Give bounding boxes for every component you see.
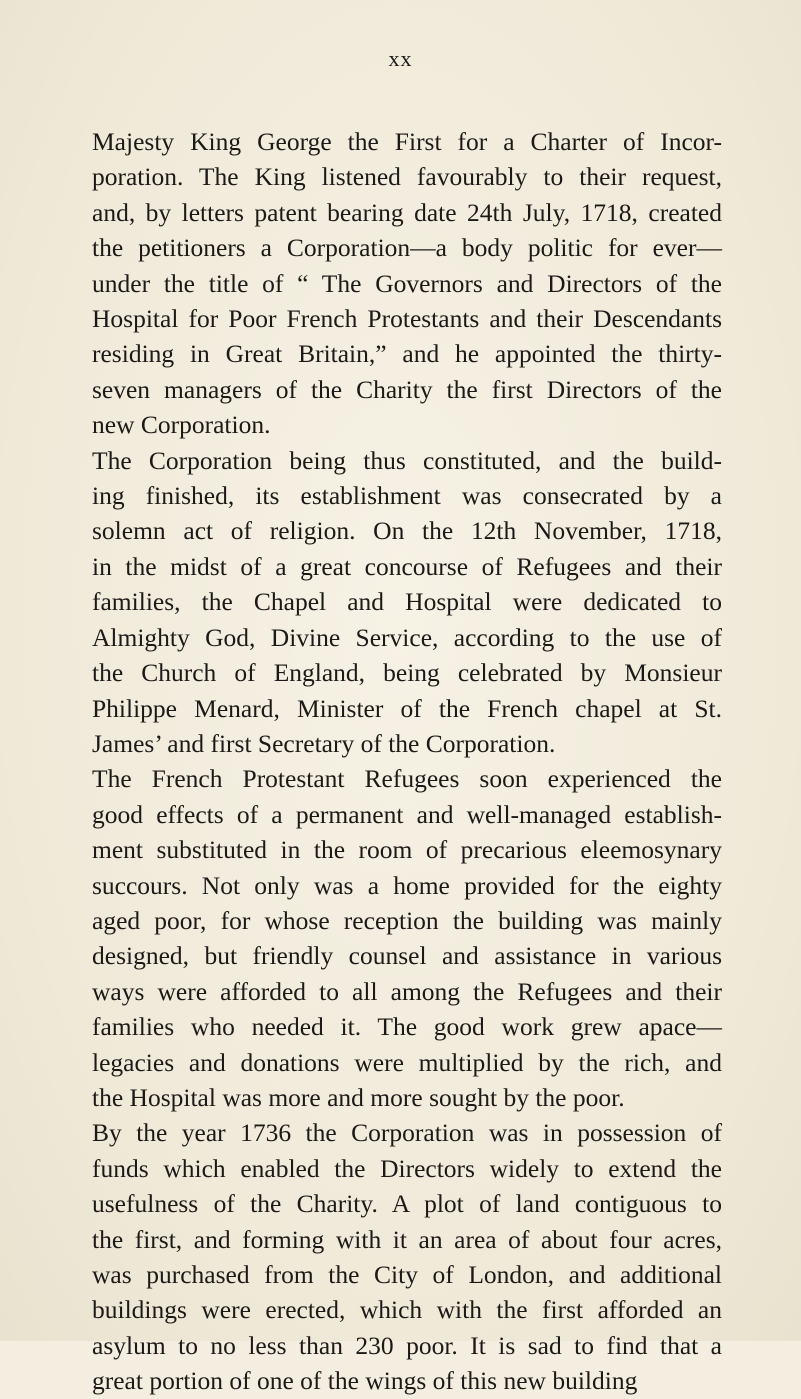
text-line: great portion of one of the wings of this new building <box>92 1366 638 1396</box>
text-line: families who needed it. The good work grew apace— <box>92 1012 722 1042</box>
text-line: usefulness of the Charity. A plot of land contiguous to <box>92 1189 722 1219</box>
text-line: succours. Not only was a home provided for the eighty <box>92 870 722 900</box>
paragraph <box>92 443 722 762</box>
text-line: was purchased from the City of London, and additional <box>92 1260 722 1289</box>
text-line: James’ and first Secretary of the Corporation. <box>92 728 556 758</box>
text-line: funds which enabled the Directors widely to extend the <box>92 1153 722 1183</box>
text-line: asylum to no less than 230 poor. It is sad to find that a <box>92 1330 722 1360</box>
text-line: buildings were erected, which with the first afforded an <box>92 1295 722 1325</box>
text-line: the Church of England, being celebrated by Monsieur <box>92 658 722 688</box>
text-line: the petitioners a Corporation—a body politic for ever— <box>92 233 722 263</box>
text-line: The French Protestant Refugees soon experienced the <box>92 764 722 794</box>
text-line: designed, but friendly counsel and assistance in various <box>92 941 722 971</box>
text-line: Almighty God, Divine Service, according to the use of <box>92 622 722 652</box>
text-line: Majesty King George the First for a Charter of Incor- <box>92 127 722 156</box>
paragraph <box>92 761 722 1115</box>
text-line: in the midst of a great concourse of Refugees and their <box>92 551 722 581</box>
text-line: ment substituted in the room of precarious eleemosynary <box>92 835 722 865</box>
text-line: good effects of a permanent and well-managed establish- <box>92 799 722 829</box>
text-line: residing in Great Britain,” and he appointed the thirty- <box>92 339 722 369</box>
body-text <box>92 124 722 1399</box>
page-number: xx <box>388 46 413 71</box>
text-line: ing finished, its establishment was consecrated by a <box>92 481 722 511</box>
text-line: the first, and forming with it an area of about four acres, <box>92 1224 722 1254</box>
text-line: aged poor, for whose reception the building was mainly <box>92 905 722 935</box>
text-line: The Corporation being thus constituted, and the build- <box>92 445 722 475</box>
paragraph <box>92 124 722 443</box>
text-line: legacies and donations were multiplied by the rich, and <box>92 1047 722 1077</box>
text-line: ways were afforded to all among the Refugees and their <box>92 976 722 1006</box>
text-line: new Corporation. <box>92 410 271 440</box>
text-line: Philippe Menard, Minister of the French chapel at St. <box>92 693 722 723</box>
text-line: the Hospital was more and more sought by the poor. <box>92 1082 625 1112</box>
paragraph <box>92 1115 722 1398</box>
text-line: Hospital for Poor French Protestants and their Descendants <box>92 304 722 334</box>
text-line: under the title of “ The Governors and Directors of the <box>92 268 722 298</box>
text-line: poration. The King listened favourably to their request, <box>92 162 722 192</box>
text-line: and, by letters patent bearing date 24th July, 1718, created <box>92 197 722 227</box>
text-line: families, the Chapel and Hospital were dedicated to <box>92 587 722 617</box>
text-line: solemn act of religion. On the 12th November, 1718, <box>92 516 722 546</box>
text-line: seven managers of the Charity the first Directors of the <box>92 374 722 404</box>
text-line: By the year 1736 the Corporation was in possession of <box>92 1118 722 1148</box>
